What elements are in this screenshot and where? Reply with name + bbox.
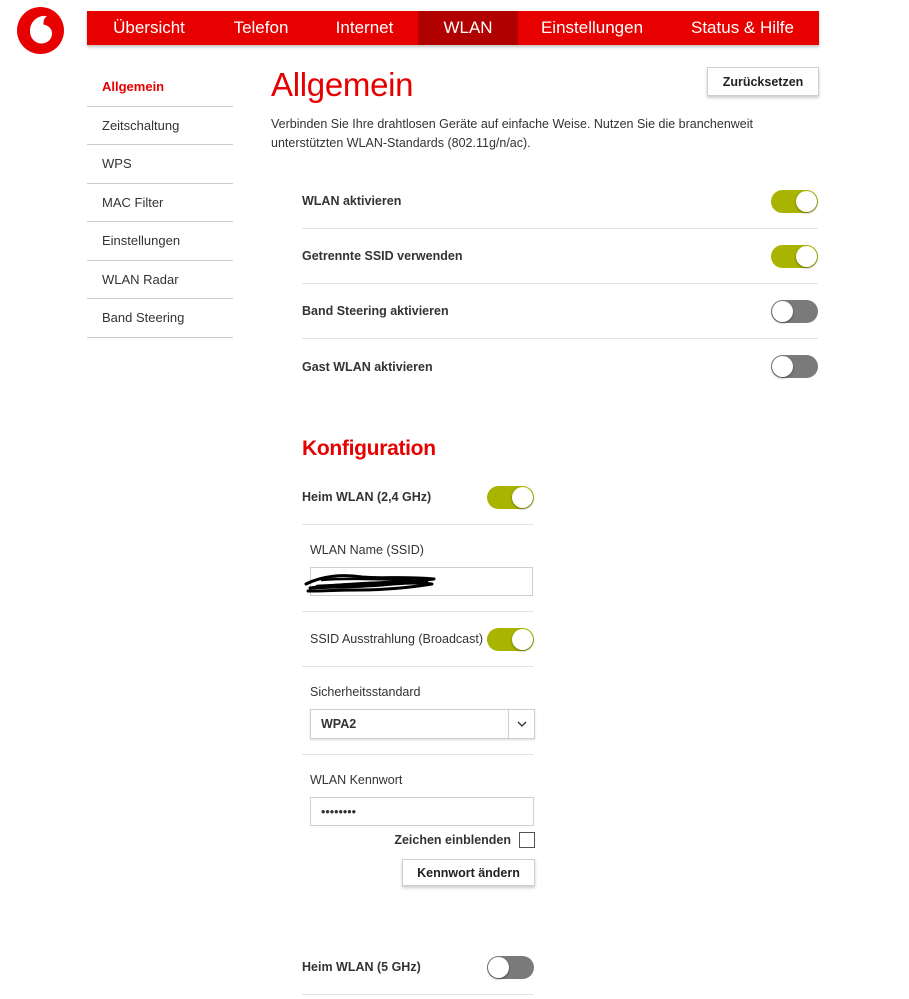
nav-tab-status-hilfe[interactable]: Status & Hilfe	[691, 18, 794, 37]
nav-tab-telefon[interactable]: Telefon	[233, 18, 289, 37]
ssid-broadcast-switch[interactable]	[487, 628, 534, 651]
sidebar-item-wps[interactable]: WPS	[87, 145, 233, 184]
sidebar-item-allgemein[interactable]: Allgemein	[87, 68, 233, 107]
home-wlan-24-switch[interactable]	[487, 486, 534, 509]
redaction-scribble-icon	[302, 570, 442, 596]
show-characters-checkbox[interactable]	[519, 832, 535, 848]
show-characters-row	[380, 832, 535, 848]
top-navigation	[87, 11, 819, 45]
switch-knob	[512, 487, 533, 508]
sidebar-item-band-steering[interactable]: Band Steering	[87, 299, 233, 338]
toggle-row-band-steering	[302, 284, 818, 339]
intro-text: Verbinden Sie Ihre drahtlosen Geräte auf einfache Weise. Nutzen Sie die branchenweit unterstützten WLAN-Standards (802.11g/n/ac).	[271, 117, 754, 150]
band-steering-switch[interactable]	[771, 300, 818, 323]
toggle-label: Band Steering aktivieren	[302, 304, 449, 318]
change-password-button[interactable]: Kennwort ändern	[402, 859, 535, 886]
password-input[interactable]	[310, 797, 534, 826]
toggle-row-gast-wlan	[302, 339, 818, 394]
toggle-label: Heim WLAN (5 GHz)	[302, 960, 421, 974]
toggle-label: WLAN aktivieren	[302, 194, 402, 208]
security-standard-select[interactable]	[310, 709, 535, 739]
sidebar-item-mac-filter[interactable]: MAC Filter	[87, 184, 233, 223]
nav-tab-uebersicht[interactable]: Übersicht	[113, 18, 185, 37]
sidebar-item-zeitschaltung[interactable]: Zeitschaltung	[87, 107, 233, 146]
show-characters-label: Zeichen einblenden	[394, 833, 511, 847]
nav-tab-internet[interactable]: Internet	[335, 18, 394, 37]
wlan-activate-switch[interactable]	[771, 190, 818, 213]
toggle-label: Heim WLAN (2,4 GHz)	[302, 490, 432, 504]
nav-tab-einstellungen[interactable]: Einstellungen	[540, 18, 644, 37]
password-label: WLAN Kennwort	[310, 773, 403, 787]
toggle-row-broadcast	[302, 612, 534, 667]
page-title: Allgemein	[271, 66, 414, 103]
sidebar-item-wlan-radar[interactable]: WLAN Radar	[87, 261, 233, 300]
switch-knob	[512, 629, 533, 650]
switch-knob	[796, 246, 817, 267]
broadcast-label: SSID Ausstrahlung (Broadcast)	[310, 632, 483, 646]
chevron-down-icon	[508, 710, 534, 738]
switch-knob	[772, 301, 793, 322]
switch-knob	[488, 957, 509, 978]
home-wlan-5-switch[interactable]	[487, 956, 534, 979]
toggle-row-wlan-aktivieren	[302, 174, 818, 229]
toggle-row-heim-wlan-24	[302, 470, 534, 525]
guest-wlan-switch[interactable]	[771, 355, 818, 378]
select-value: WPA2	[321, 717, 357, 731]
sidebar-item-einstellungen[interactable]: Einstellungen	[87, 222, 233, 261]
divider	[302, 754, 534, 755]
reset-button[interactable]: Zurücksetzen	[707, 67, 819, 96]
nav-tab-wlan[interactable]: WLAN	[418, 11, 518, 45]
switch-knob	[772, 356, 793, 377]
switch-knob	[796, 191, 817, 212]
toggle-row-getrennte-ssid	[302, 229, 818, 284]
sidebar	[87, 68, 233, 338]
security-label: Sicherheitsstandard	[310, 685, 421, 699]
section-title-konfiguration: Konfiguration	[302, 437, 436, 460]
separate-ssid-switch[interactable]	[771, 245, 818, 268]
vodafone-logo-icon	[17, 7, 64, 54]
ssid-label: WLAN Name (SSID)	[310, 543, 424, 557]
toggle-row-heim-wlan-5	[302, 940, 534, 995]
toggle-label: Gast WLAN aktivieren	[302, 359, 433, 374]
toggle-label: Getrennte SSID verwenden	[302, 249, 463, 263]
